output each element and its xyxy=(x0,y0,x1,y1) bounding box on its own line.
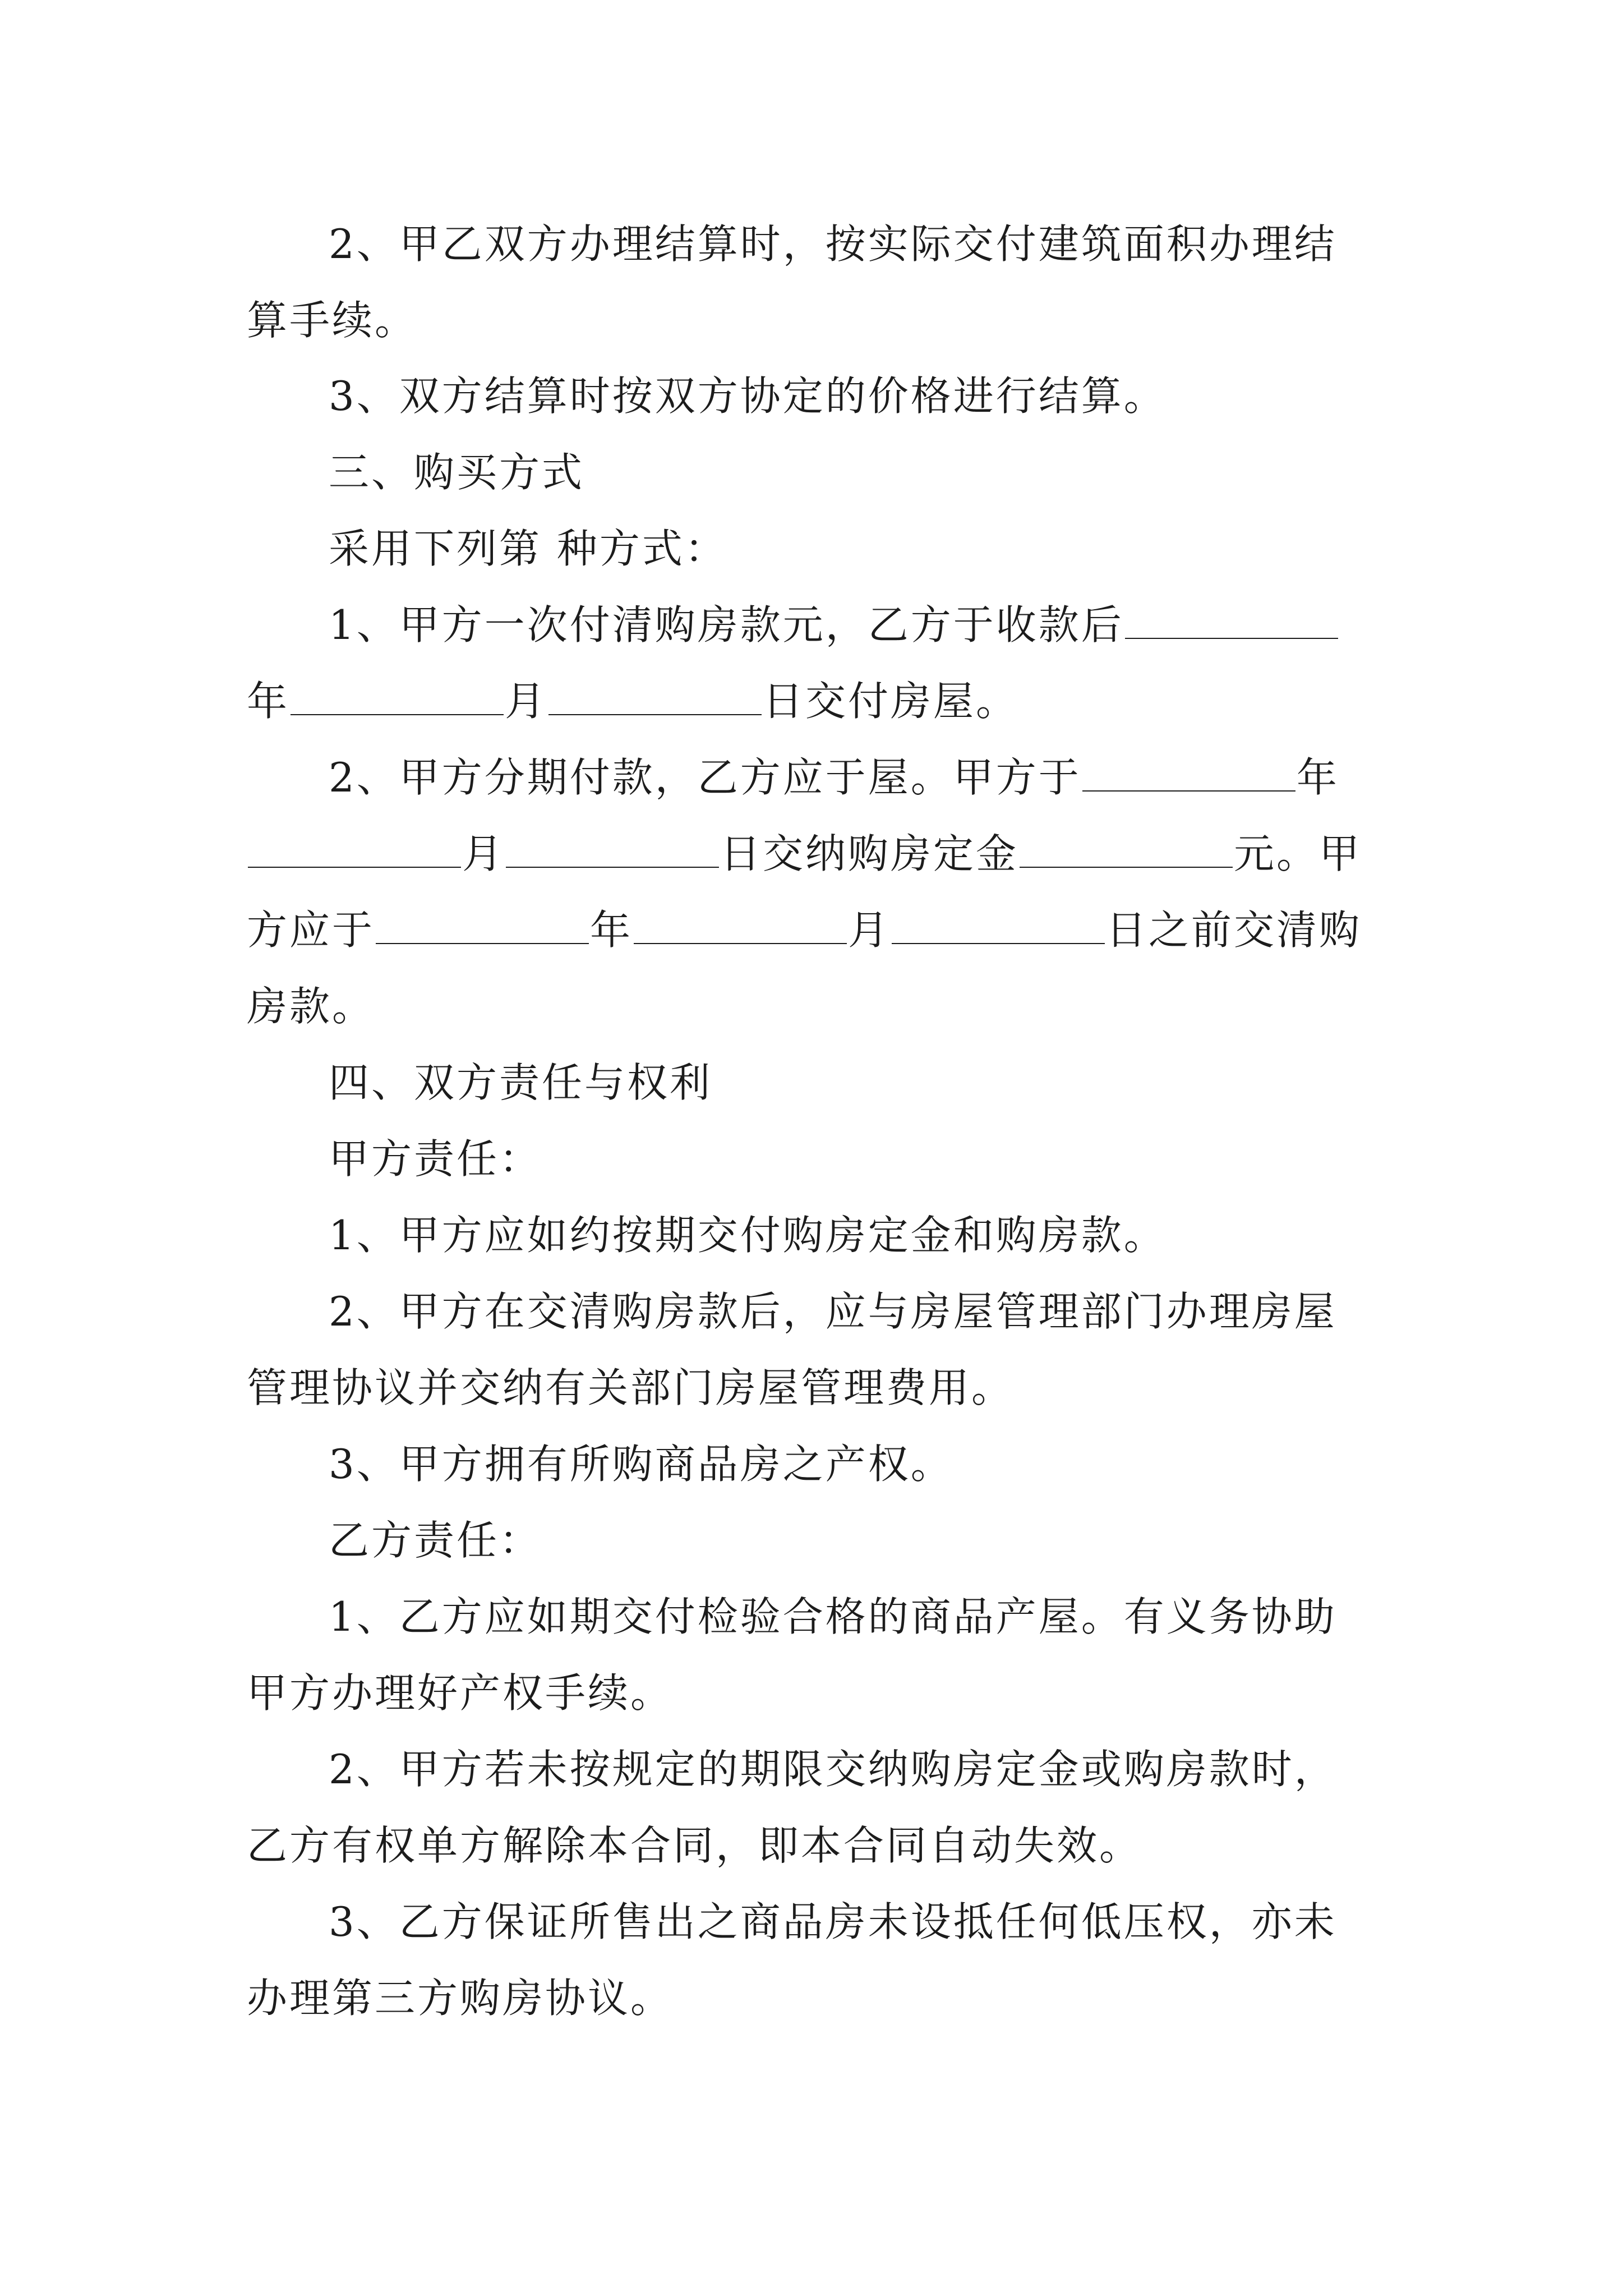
blank-field[interactable] xyxy=(1020,863,1233,868)
party-a-clause-2-line-1: 2、甲方在交清购房款后，应与房屋管理部门办理房屋 xyxy=(329,1288,1337,1335)
method-1-line-2 xyxy=(247,673,1018,729)
blank-field[interactable] xyxy=(506,863,719,868)
day-text: 日交付房屋。 xyxy=(763,678,1019,725)
method-selection: 采用下列第 种方式： xyxy=(329,525,727,572)
blank-field[interactable] xyxy=(892,940,1105,944)
yuan-text: 元。甲 xyxy=(1234,830,1362,877)
blank-field[interactable] xyxy=(291,711,504,715)
year-label: 年 xyxy=(247,678,290,725)
party-b-title: 乙方责任： xyxy=(329,1517,542,1564)
month-label: 月 xyxy=(505,678,548,725)
clause-3: 3、双方结算时按双方协定的价格进行结算。 xyxy=(329,372,1166,420)
blank-field[interactable] xyxy=(634,940,847,944)
party-b-clause-2-line-1: 2、甲方若未按规定的期限交纳购房定金或购房款时， xyxy=(329,1746,1337,1793)
party-a-clause-2-line-2: 管理协议并交纳有关部门房屋管理费用。 xyxy=(247,1364,1015,1411)
blank-field[interactable] xyxy=(548,711,762,715)
method-2-line-1 xyxy=(329,749,1339,806)
party-b-clause-3-line-2: 办理第三方购房协议。 xyxy=(247,1975,674,2022)
due-text: 方应于 xyxy=(247,907,375,954)
month-label: 月 xyxy=(848,907,891,954)
party-b-clause-1-line-2: 甲方办理好产权手续。 xyxy=(247,1669,674,1717)
section-heading-3: 三、购买方式 xyxy=(329,449,585,496)
section-heading-4: 四、双方责任与权利 xyxy=(329,1059,713,1106)
year-label: 年 xyxy=(1296,754,1339,801)
method-1-line-1 xyxy=(329,597,1339,653)
blank-field[interactable] xyxy=(248,863,461,868)
party-a-clause-1: 1、甲方应如约按期交付购房定金和购房款。 xyxy=(329,1212,1166,1259)
year-label: 年 xyxy=(590,907,633,954)
blank-field[interactable] xyxy=(376,940,589,944)
method-2-line-2 xyxy=(247,826,1362,882)
method-2-text: 2、甲方分期付款，乙方应于屋。甲方于 xyxy=(329,754,1081,801)
blank-field[interactable] xyxy=(1125,634,1338,639)
method-1-text: 1、甲方一次付清购房款元，乙方于收款后 xyxy=(329,601,1124,648)
method-2-line-3 xyxy=(247,902,1362,958)
party-a-title: 甲方责任： xyxy=(329,1135,542,1182)
party-b-clause-2-line-2: 乙方有权单方解除本合同，即本合同自动失效。 xyxy=(247,1822,1142,1869)
month-label: 月 xyxy=(462,830,505,877)
method-2-line-4: 房款。 xyxy=(247,983,375,1030)
clause-2-line-1: 2、甲乙双方办理结算时，按实际交付建筑面积办理结 xyxy=(329,220,1337,268)
day-text: 日之前交清购 xyxy=(1106,907,1362,954)
party-b-clause-1-line-1: 1、乙方应如期交付检验合格的商品产屋。有义务协助 xyxy=(329,1593,1337,1640)
deposit-text: 日交纳购房定金 xyxy=(720,830,1019,877)
party-a-clause-3: 3、甲方拥有所购商品房之产权。 xyxy=(329,1441,953,1488)
party-b-clause-3-line-1: 3、乙方保证所售出之商品房未设抵任何低压权，亦未 xyxy=(329,1898,1337,1945)
clause-2-line-2: 算手续。 xyxy=(247,297,418,344)
blank-field[interactable] xyxy=(1082,787,1295,792)
